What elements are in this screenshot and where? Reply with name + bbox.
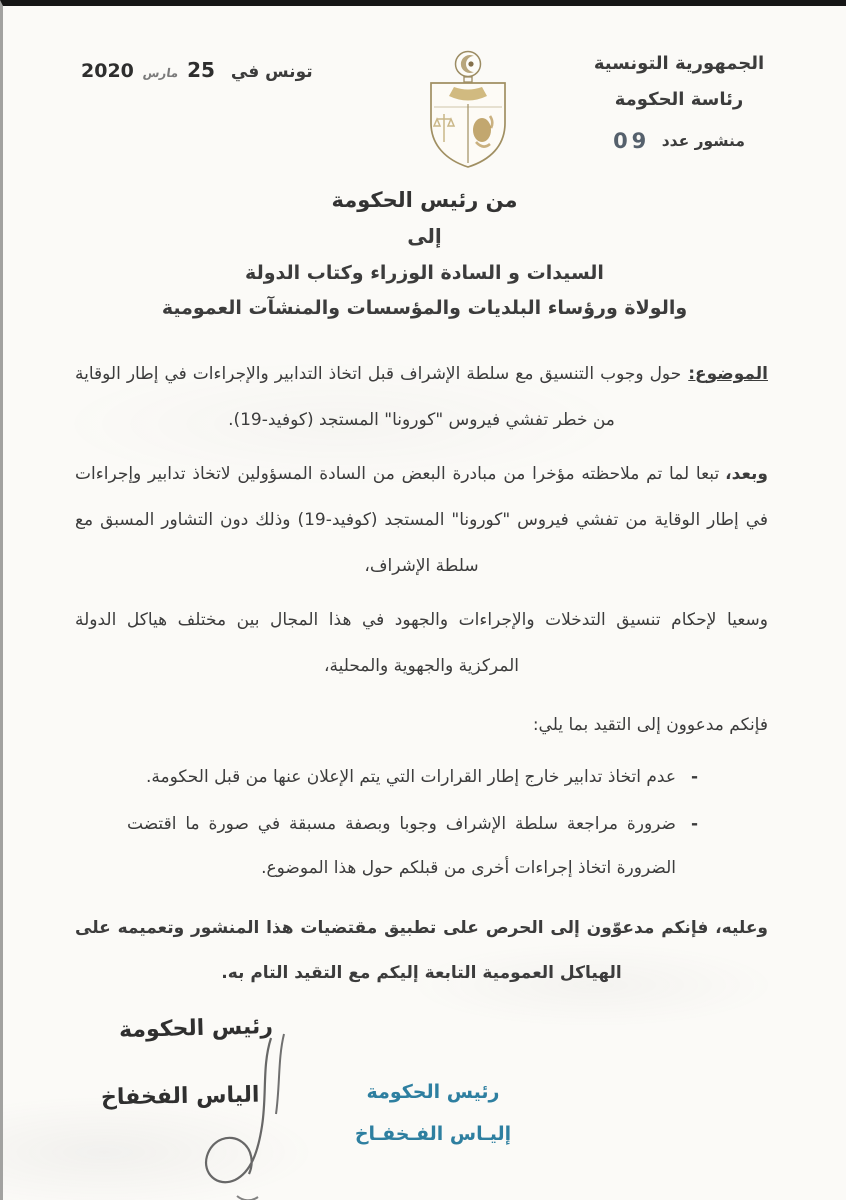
tunisia-coat-of-arms-icon <box>420 50 516 176</box>
date-day-stamp: 25 <box>187 58 215 82</box>
salutation-block <box>3 188 846 326</box>
list-item <box>127 756 698 799</box>
from-line: من رئيس الحكومة <box>331 188 518 212</box>
blue-signature-stamp <box>333 1072 533 1156</box>
subject-text: حول وجوب التنسيق مع سلطة الإشراف قبل اتخاذ التدابير والإجراءات في إطار الوقاية من خطر تفشي فيروس "كورونا" المستجد (كوفيد-19). <box>75 364 682 431</box>
subject-paragraph <box>75 352 768 444</box>
circular-number-label: منشور عدد <box>661 132 745 150</box>
paragraph-2: وسعيا لإحكام تنسيق التدخلات والإجراءات والجهود في هذا المجال بين مختلف هياكل الدولة المركزية والجهوية والمحلية، <box>75 609 768 676</box>
directives-list <box>75 756 768 890</box>
recipients-line-2: والولاة ورؤساء البلديات والمؤسسات والمنشآت العمومية <box>161 297 688 320</box>
place-label: تونس في <box>230 62 313 82</box>
letterhead <box>3 6 846 176</box>
bullet-1-text: عدم اتخاذ تدابير خارج إطار القرارات التي يتم الإعلان عنها من قبل الحكومة. <box>146 767 676 788</box>
paragraph-1-text: تبعا لما تم ملاحظته مؤخرا من مبادرة البعض من السادة المسؤولين لاتخاذ تدابير وإجراءات في إطار الوقاية من تفشي فيروس "كورونا" المستجد (كوفيد-19) وذلك دون التشاور المسبق مع سلطة الإشراف، <box>75 464 769 576</box>
closing-paragraph: وعليه، فإنكم مدعوّون إلى الحرص على تطبيق مقتضيات هذا المنشور وتعميمه على الهياكل العمومية التابعة إليكم مع التقيد التام به. <box>75 918 768 984</box>
handwritten-signature <box>191 1032 306 1200</box>
date-line <box>81 58 313 82</box>
republic-name: الجمهورية التونسية <box>593 53 765 74</box>
bullet-dash: - <box>690 814 698 835</box>
stamp-title: رئيس الحكومة <box>366 1081 500 1104</box>
signature-section <box>3 1010 846 1200</box>
recipients <box>3 256 846 326</box>
letter-body <box>3 352 846 996</box>
issuer-block <box>584 46 774 160</box>
date-month-stamp: مارس <box>141 66 180 80</box>
to-word: إلى <box>407 224 442 248</box>
signer-title-script: رئيس الحكومة <box>118 1014 274 1044</box>
stamp-name: إليـاس الفـخفـاخ <box>354 1122 512 1145</box>
list-item <box>127 803 698 890</box>
date-year-stamp: 2020 <box>81 60 134 82</box>
bullet-2-text: ضرورة مراجعة سلطة الإشراف وجوبا وبصفة مسبقة في صورة ما اقتضت الضرورة اتخاذ إجراءات أخرى من قبلكم حول هذا الموضوع. <box>127 814 676 878</box>
subject-label: الموضوع: <box>688 364 768 385</box>
recipients-line-1: السيدات و السادة الوزراء وكتاب الدولة <box>245 262 604 284</box>
circular-number-line <box>584 118 774 160</box>
circular-number-value: 09 <box>613 129 651 153</box>
paragraph-1 <box>75 452 768 590</box>
signer-name-script: الياس الفخفاخ <box>100 1082 260 1111</box>
presidency-name: رئاسة الحكومة <box>614 89 744 110</box>
paragraph-1-lead: وبعد، <box>725 464 768 485</box>
paragraph-3: فإنكم مدعوون إلى التقيد بما يلي: <box>532 714 768 735</box>
bullet-dash: - <box>690 767 698 788</box>
